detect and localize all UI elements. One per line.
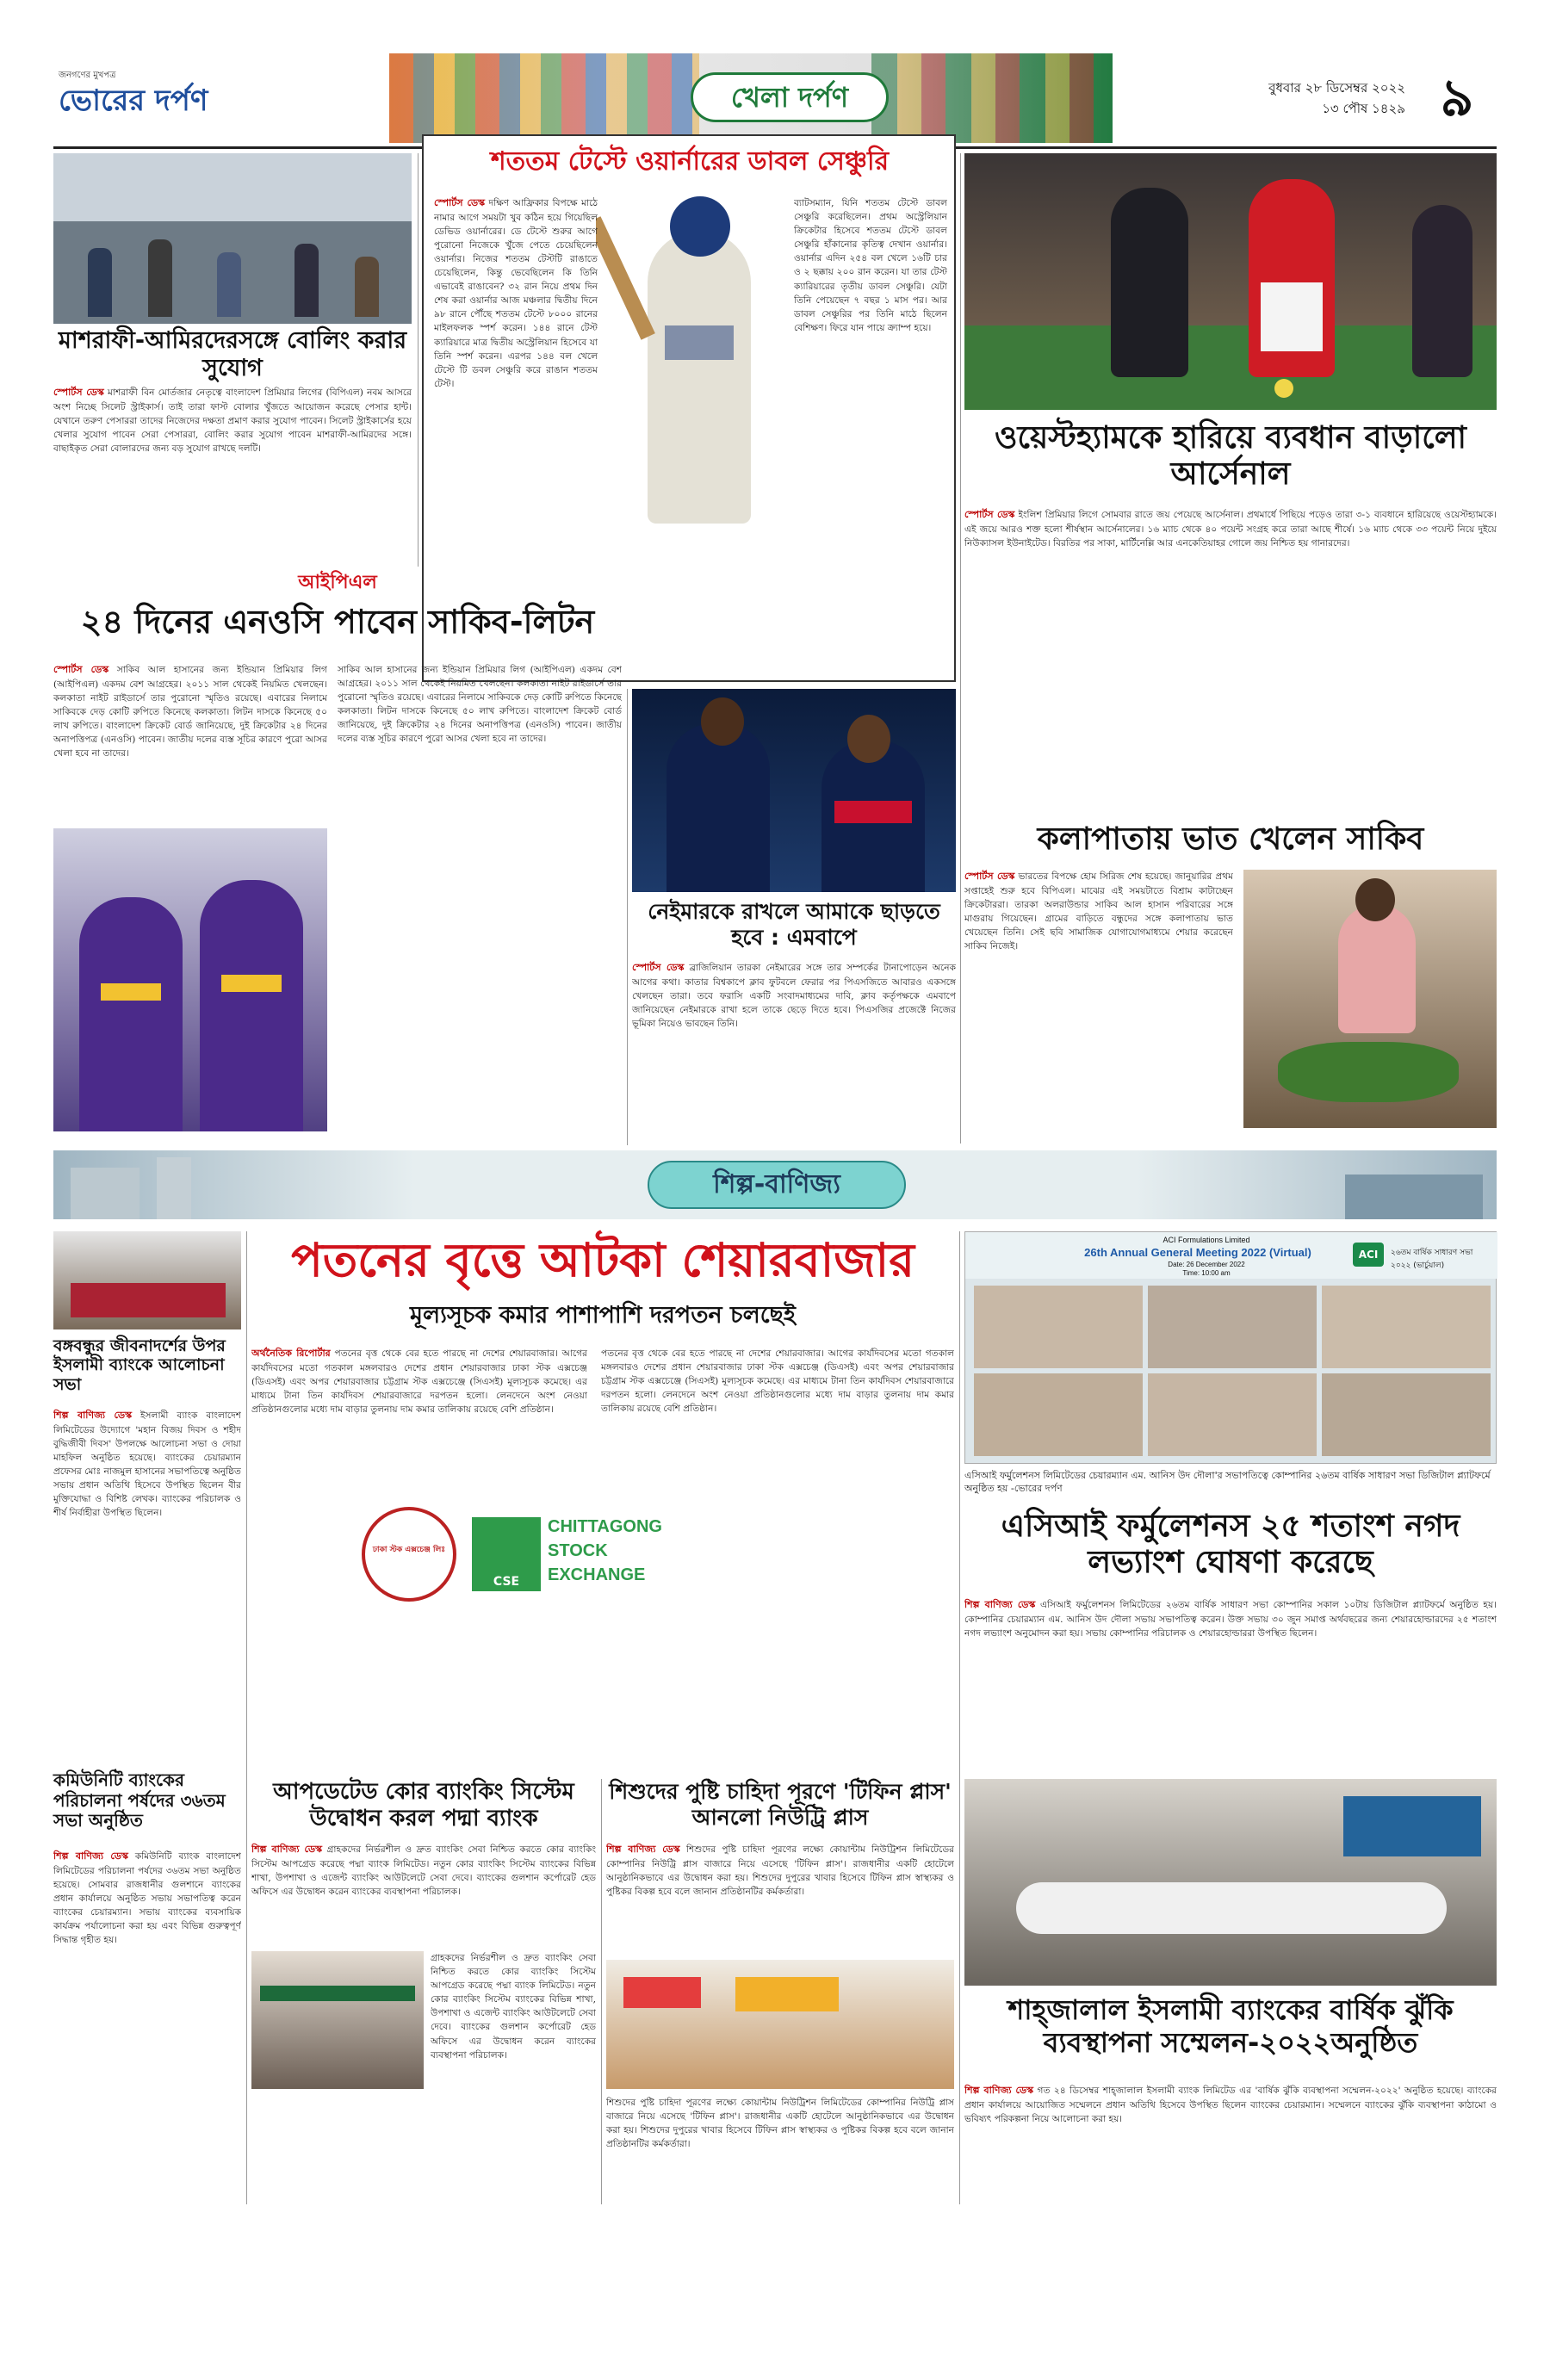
- col-rule-3: [627, 689, 628, 1145]
- shakib-noc-kicker: আইপিএল: [298, 572, 377, 593]
- mbappe-body: স্পোর্টস ডেস্ক ব্রাজিলিয়ান তারকা নেইমারের সঙ্গে তার সম্পর্কের টানাপোড়েন অনেক আগের কথা। কাতার বিশ্বকাপে ক্লাব ফুটবলে ফেরার পর পিএসজিতে আবারও একসঙ্গে খেলছেন তারা। তবে ফরাসি একটি সংবাদমাধ্যমের দাবি, ক্লাব কর্তৃপক্ষকে এমবাপে জানিয়েছেন নেইমারকে রাখা হলে তাকে ছেড়ে দিতে হবে। পিএসজির প্রজেক্টে নিজের ভূমিকা নিয়েও ভাবছেন তিনি।: [632, 962, 956, 1029]
- shakib-banana-headline: কলাপাতায় ভাত খেলেন সাকিব: [1037, 821, 1424, 857]
- aci-desk: শিল্প বাণিজ্য ডেস্ক: [964, 1599, 1036, 1610]
- shakib-liton-photo: [53, 828, 327, 1131]
- date-line-2: ১৩ পৌষ ১৪২৯: [1322, 101, 1405, 116]
- nutrition-desk: শিল্প বাণিজ্য ডেস্ক: [606, 1844, 680, 1855]
- padma-desk: শিল্প বাণিজ্য ডেস্ক: [251, 1844, 323, 1855]
- padma-body-1: শিল্প বাণিজ্য ডেস্ক গ্রাহকদের নির্ভরশীল ও দ্রুত ব্যাংকিং সেবা নিশ্চিত করতে কোর ব্যাংকিং সিস্টেম আপগ্রেড করেছে পদ্মা ব্যাংক লিমিটেড। নতুন কোর ব্যাংকিং সিস্টেম ব্যাংকের বিভিন্ন শাখা, উপশাখা ও এজেন্ট ব্যাংকিং আউটলেটে সেবা দেবে। ব্যাংকের গুলশান কর্পোরেট হেড অফিসে এর উদ্বোধন করেন ব্যাংকের ব্যবস্থাপনা পরিচালক।: [251, 1844, 596, 1897]
- col-rule-5: [959, 1231, 960, 2204]
- warner-photo: [596, 196, 794, 549]
- community-headline: কমিউনিটি ব্যাংকের পরিচালনা পর্ষদের ৩৬তম সভা অনুষ্ঠিত: [53, 1770, 226, 1831]
- aci-banner-bn: ২৬তম বার্ষিক সাধারণ সভা ২০২২ (ভার্চুয়াল): [1391, 1249, 1473, 1270]
- community-body: শিল্প বাণিজ্য ডেস্ক কমিউনিটি ব্যাংক বাংলাদেশ লিমিটেডের পরিচালনা পর্ষদের ৩৬তম সভা অনুষ্ঠিত হয়েছে। সোমবার রাজধানীর গুলশানে ব্যাংকের প্রধান কার্যালয়ে অনুষ্ঠিত সভায় সভাপতিত্ব করেন ব্যাংকের চেয়ারম্যান। সভায় ব্যাংকের ব্যবসায়িক কার্যক্রম পর্যালোচনা করা হয় এবং বিভিন্ন গুরুত্বপূর্ণ সিদ্ধান্ত গৃহীত হয়।: [53, 1850, 241, 1946]
- share-market-body-1: অর্থনৈতিক রিপোর্টার পতনের বৃত্ত থেকে বের হতে পারছে না দেশের শেয়ারবাজার। আগের কার্যদিবসের মতো গতকাল মঙ্গলবারও দেশের প্রধান শেয়ারবাজার ঢাকা স্টক এক্সচেঞ্জ (ডিএসই) এবং অপর শেয়ারবাজার চট্টগ্রাম স্টক এক্সচেঞ্জে (সিএসই) মূল্যসূচক কমেছে। এর মাধ্যমে টানা তিন কার্যদিবস শেয়ারবাজারে দরপতন হলো। লেনদেনে অংশ নেওয়া প্রতিষ্ঠানগুলোর মধ্যে দাম বাড়ার তুলনায় দাম কমার তালিকায় রয়েছে বেশি প্রতিষ্ঠান।: [251, 1348, 587, 1415]
- shahjalal-desk: শিল্প বাণিজ্য ডেস্ক: [964, 2085, 1034, 2096]
- paper-tagline: জনগণের মুখপত্র: [59, 71, 116, 80]
- shahjalal-body: শিল্প বাণিজ্য ডেস্ক গত ২৪ ডিসেম্বর শাহ্জালাল ইসলামী ব্যাংক লিমিটেড এর 'বার্ষিক ঝুঁকি ব্যবস্থাপনা সম্মেলন-২০২২' অনুষ্ঠিত হয়েছে। ব্যাংকের প্রধান কার্যালয়ে আয়োজিত সম্মেলনে প্রধান অতিথি হিসেবে উপস্থিত ছিলেন ব্যাংকের চেয়ারম্যান। সম্মেলনে ব্যাংকের ঝুঁকি ব্যবস্থাপনা কাঠামো ও ভবিষ্যৎ পরিকল্পনা নিয়ে আলোচনা করা হয়।: [964, 2085, 1497, 2124]
- shakib-noc-desk: স্পোর্টস ডেস্ক: [53, 664, 109, 675]
- paper-name: ভোরের দর্পণ: [59, 84, 208, 118]
- nutrition-body-2: শিশুদের পুষ্টি চাহিদা পূরণের লক্ষ্যে কোয়ান্টাম নিউট্রিশন লিমিটেডের কোম্পানির নিউট্রি প্লাস বাজারে নিয়ে এসেছে 'টিফিন প্লাস'। রাজধানীর একটি হোটেলে আনুষ্ঠানিকভাবে এর উদ্বোধন করা হয়। শিশুদের দুপুরের খাবার হিসেবে টিফিন প্লাস স্বাস্থ্যকর ও পুষ্টিকর বিকল্প হবে বলে জানান প্রতিষ্ঠানটির কর্মকর্তারা।: [606, 2098, 954, 2150]
- share-market-subheadline: মূল্যসূচক কমার পাশাপাশি দরপতন চলছেই: [410, 1302, 796, 1329]
- mbappe-desk: স্পোর্টস ডেস্ক: [632, 962, 685, 973]
- padma-body-2: গ্রাহকদের নির্ভরশীল ও দ্রুত ব্যাংকিং সেবা নিশ্চিত করতে কোর ব্যাংকিং সিস্টেম আপগ্রেড করেছে পদ্মা ব্যাংক লিমিটেড। নতুন কোর ব্যাংকিং সিস্টেম ব্যাংকের বিভিন্ন শাখা, উপশাখা ও এজেন্ট ব্যাংকিং আউটলেটে সেবা দেবে। ব্যাংকের গুলশান কর্পোরেট হেড অফিসে এর উদ্বোধন করেন ব্যাংকের ব্যবস্থাপনা পরিচালক।: [431, 1953, 596, 2061]
- padma-headline: আপডেটেড কোর ব্যাংকিং সিস্টেম উদ্বোধন করল পদ্মা ব্যাংক: [273, 1779, 574, 1831]
- shakib-banana-body: স্পোর্টস ডেস্ক ভারতের বিপক্ষে হোম সিরিজ শেষ হয়েছে। জানুয়ারির প্রথম সপ্তাহেই শুরু হবে বিপিএল। মাঝের এই সময়টাতে বিশ্রাম কাটাচ্ছেন ক্রিকেটাররা। তারকা অলরাউন্ডার সাকিব আল হাসান পরিবারের সঙ্গে মাগুরায় গিয়েছেন। গ্রামের বাড়িতে বন্ধুদের সঙ্গে কলাপাতায় ভাত খেয়েছেন তিনি। সেই ছবি সামাজিক যোগাযোগমাধ্যমে শেয়ার করেছেন সাকিব নিজেই।: [964, 871, 1233, 952]
- shahjalal-photo: [964, 1779, 1497, 1986]
- share-market-body-2: পতনের বৃত্ত থেকে বের হতে পারছে না দেশের শেয়ারবাজার। আগের কার্যদিবসের মতো গতকাল মঙ্গলবারও দেশের প্রধান শেয়ারবাজার ঢাকা স্টক এক্সচেঞ্জ (ডিএসই) এবং অপর শেয়ারবাজার চট্টগ্রাম স্টক এক্সচেঞ্জে (সিএসই) মূল্যসূচক কমেছে। এর মাধ্যমে টানা তিন কার্যদিবস শেয়ারবাজারে দরপতন হলো। লেনদেনে অংশ নেওয়া প্রতিষ্ঠানগুলোর মধ্যে দাম বাড়ার তুলনায় দাম কমার তালিকায় রয়েছে বেশি প্রতিষ্ঠান।: [601, 1348, 954, 1415]
- nutrition-headline: শিশুদের পুষ্টি চাহিদা পূরণে 'টিফিন প্লাস' আনলো নিউট্রি প্লাস: [609, 1779, 952, 1830]
- arsenal-headline: ওয়েস্টহ্যামকে হারিয়ে ব্যবধান বাড়ালো আর্সেনাল: [995, 420, 1466, 493]
- date-block: [1207, 77, 1405, 129]
- bangabandhu-body: শিল্প বাণিজ্য ডেস্ক ইসলামী ব্যাংক বাংলাদেশ লিমিটেডের উদ্যোগে 'মহান বিজয় দিবস ও শহীদ বুদ্ধিজীবী দিবস' উপলক্ষে আলোচনা সভা ও দোয়া মাহফিল অনুষ্ঠিত হয়েছে। ব্যাংকের চেয়ারম্যান প্রফেসর মোঃ নাজমুল হাসানের সভাপতিত্বে অনুষ্ঠিত সভায় প্রধান অতিথি হিসেবে উপস্থিত ছিলেন বীর মুক্তিযোদ্ধা ও বিশিষ্ট লেখক। ব্যাংকের পরিচালক ও শীর্ষ নির্বাহীরা উপস্থিত ছিলেন।: [53, 1410, 241, 1519]
- aci-caption: এসিআই ফর্মুলেশনস লিমিটেডের চেয়ারম্যান এম. আনিস উদ দৌলা'র সভাপতিত্বে কোম্পানির ২৬তম বার্ষিক সাধারণ সভা ডিজিটাল প্ল্যাটফর্মে অনুষ্ঠিত হয় -ভোরের দর্পণ: [964, 1470, 1491, 1495]
- section-banner: [389, 53, 1113, 143]
- mashrafe-headline: মাশরাফী-আমিরদেরসঙ্গে বোলিং করার সুযোগ: [58, 327, 407, 381]
- banner-players-left: [389, 53, 699, 143]
- warner-body-right: ব্যাটসম্যান, যিনি শততম টেস্টে ডাবল সেঞ্চুরি করেছিলেন। প্রথম অস্ট্রেলিয়ান ক্রিকেটার হিসেবে শততম টেস্টে ডাবল সেঞ্চুরি হাঁকানোর কৃতিত্ব দেখান ওয়ার্নার। ওয়ার্নার এদিন ২৫৪ বল খেলে ১৬টি চার ও ২ ছক্কায় ২০০ রান করেন। যা তার টেস্ট ক্যারিয়ারের তৃতীয় ডাবল সেঞ্চুরি। যেটা তিনি পেয়েছেন ৭ বছর ১ মাস পর। আর ডাবল সেঞ্চুরির পর তিনি মাঠে ছিলেন বেশিক্ষণ। ফিরে যান পায়ে ক্র্যাম্প হয়ে।: [794, 198, 947, 333]
- col-rule-6: [601, 1779, 602, 2204]
- mbappe-photo: [632, 689, 956, 892]
- band-title: শিল্প-বাণিজ্য: [648, 1161, 906, 1209]
- community-desk: শিল্প বাণিজ্য ডেস্ক: [53, 1850, 128, 1862]
- aci-banner-company: ACI Formulations Limited: [1162, 1236, 1250, 1244]
- aci-headline: এসিআই ফর্মুলেশনস ২৫ শতাংশ নগদ লভ্যাংশ ঘোষণা করেছে: [1001, 1509, 1460, 1581]
- mashrafe-body: স্পোর্টস ডেস্ক মাশরাফী বিন মোর্তজার নেতৃত্বে বাংলাদেশ প্রিমিয়ার লিগের (বিপিএল) নবম আসরে অংশ নিচ্ছে সিলেট স্ট্রাইকার্স। তাই তারা ফাস্ট বোলার খুঁজতে আয়োজন করেছে পেসার হান্ট। যেখানে তরুণ পেসাররা তাদের নিজেদের দক্ষতা প্রমাণ করার সুযোগ পাবেন। সিলেট স্ট্রাইকার্সের হয়ে খেলার সুযোগ পাবেন সেরা পেসাররা, বোলিং করার সুযোগ পাবেন মাশরাফী-আমিরদের সঙ্গে। বাছাইকৃত সেরা বোলারদের জন্য বড় সুযোগ রাখছে দলটি।: [53, 387, 412, 454]
- cse-line-2: STOCK: [548, 1541, 608, 1560]
- mashrafe-photo: [53, 153, 412, 324]
- cse-logo: [472, 1512, 661, 1598]
- nutrition-body-1: শিল্প বাণিজ্য ডেস্ক শিশুদের পুষ্টি চাহিদা পূরণের লক্ষ্যে কোয়ান্টাম নিউট্রিশন লিমিটেডের কোম্পানির নিউট্রি প্লাস বাজারে নিয়ে এসেছে 'টিফিন প্লাস'। রাজধানীর একটি হোটেলে আনুষ্ঠানিকভাবে এর উদ্বোধন করা হয়। শিশুদের দুপুরের খাবার হিসেবে টিফিন প্লাস স্বাস্থ্যকর ও পুষ্টিকর বিকল্প হবে বলে জানান প্রতিষ্ঠানটির কর্মকর্তারা।: [606, 1844, 954, 1897]
- shahjalal-headline: শাহ্জালাল ইসলামী ব্যাংকের বার্ষিক ঝুঁকি ব্যবস্থাপনা সম্মেলন-২০২২অনুষ্ঠিত: [1008, 1993, 1454, 2059]
- mashrafe-desk: স্পোর্টস ডেস্ক: [53, 387, 104, 398]
- arsenal-desk: স্পোর্টস ডেস্ক: [964, 509, 1015, 520]
- nutrition-photo: [606, 1960, 954, 2089]
- bangabandhu-photo: [53, 1231, 241, 1329]
- banner-players-right: [871, 53, 1113, 143]
- warner-desk: স্পোর্টস ডেস্ক: [434, 197, 486, 208]
- date-line-1: বুধবার ২৮ ডিসেম্বর ২০২২: [1268, 80, 1405, 96]
- shakib-noc-headline: ২৪ দিনের এনওসি পাবেন সাকিব-লিটন: [80, 603, 595, 641]
- dse-logo: [362, 1507, 456, 1602]
- aci-agm-photo: [964, 1231, 1497, 1464]
- bangabandhu-headline: বঙ্গবন্ধুর জীবনাদর্শের উপর ইসলামী ব্যাংকে আলোচনা সভা: [53, 1336, 226, 1394]
- aci-banner-title: 26th Annual General Meeting 2022 (Virtual): [1084, 1246, 1311, 1259]
- shakib-noc-body-top: স্পোর্টস ডেস্ক সাকিব আল হাসানের জন্য ইন্ডিয়ান প্রিমিয়ার লিগ (আইপিএল) একদম বেশ আগ্রহের। ২০১১ সাল থেকেই নিয়মিত খেলছেন। কলকাতা নাইট রাইডার্সে তার পুরোনো স্মৃতিও রয়েছে। এবারের নিলামে সাকিবকে দেড় কোটি রুপিতে কিনেছে কলকাতা। লিটন দাসকে কিনেছে ৫০ লাখ রুপিতে। বাংলাদেশ ক্রিকেট বোর্ড জানিয়েছে, দুই ক্রিকেটার ২৪ দিনের অনাপত্তিপত্র (এনওসি) পাবেন। জাতীয় দলের ব্যস্ত সূচির কারণে পুরো আসর খেলা হবে না তাদের।: [53, 664, 327, 759]
- cse-badge: CSE: [472, 1517, 541, 1591]
- cse-line-3: EXCHANGE: [548, 1565, 646, 1584]
- col-rule-2: [960, 153, 961, 1144]
- business-band: [53, 1150, 1497, 1219]
- masthead: [53, 53, 1497, 143]
- aci-body: শিল্প বাণিজ্য ডেস্ক এসিআই ফর্মুলেশনস লিমিটেডের ২৬তম বার্ষিক সাধারণ সভা কোম্পানির সকাল ১০টায় ডিজিটাল প্ল্যাটফর্মে অনুষ্ঠিত হয়। কোম্পানির চেয়ারম্যান এম. আনিস উদ দৌলা সভায় সভাপতিত্ব করেন। উক্ত সভায় ৩০ জুন সমাপ্ত অর্থবছরের জন্য শেয়ারহোল্ডারদের ২৫ শতাংশ নগদ লভ্যাংশ অনুমোদন করা হয়। সভায় কোম্পানির পরিচালক ও শেয়ারহোল্ডাররা উপস্থিত ছিলেন।: [964, 1599, 1497, 1639]
- dse-logo-text: ঢাকা স্টক এক্সচেঞ্জ লিঃ: [372, 1546, 446, 1554]
- shakib-banana-photo: [1243, 870, 1497, 1128]
- aci-banner-date: Date: 26 December 2022: [1168, 1261, 1245, 1268]
- arsenal-body: স্পোর্টস ডেস্ক ইংলিশ প্রিমিয়ার লিগে সোমবার রাতে জয় পেয়েছে আর্সেনাল। প্রথমার্ধে পিছিয়ে পড়েও তারা ৩-১ ব্যবধানে হারিয়েছে ওয়েস্টহ্যামকে। এই জয়ে আরও শক্ত হলো শীর্ষস্থান আর্সেনালের। ১৬ ম্যাচ থেকে ৪০ পয়েন্ট সংগ্রহ করে তারা আছে শীর্ষে। ১৬ ম্যাচ থেকে ৩৩ পয়েন্ট নিয়ে দুইয়ে নিউক্যাসল ইউনাইটেড। বিরতির পর সাকা, মার্টিনেল্লি আর এনকেতিয়াহর গোলে জয় নিশ্চিত হয় গানারদের।: [964, 509, 1497, 549]
- col-rule-4: [246, 1231, 247, 2204]
- aci-banner: [965, 1232, 1497, 1279]
- aci-banner-time: Time: 10:00 am: [1182, 1269, 1231, 1277]
- shakib-banana-desk: স্পোর্টস ডেস্ক: [964, 871, 1015, 882]
- shakib-noc-body-right: সাকিব আল হাসানের জন্য ইন্ডিয়ান প্রিমিয়ার লিগ (আইপিএল) একদম বেশ আগ্রহের। ২০১১ সাল থেকেই নিয়মিত খেলছেন। কলকাতা নাইট রাইডার্সে তার পুরোনো স্মৃতিও রয়েছে। এবারের নিলামে সাকিবকে দেড় কোটি রুপিতে কিনেছে কলকাতা। লিটন দাসকে কিনেছে ৫০ লাখ রুপিতে। বাংলাদেশ ক্রিকেট বোর্ড জানিয়েছে, দুই ক্রিকেটার ২৪ দিনের অনাপত্তিপত্র (এনওসি) পাবেন। জাতীয় দলের ব্যস্ত সূচির কারণে পুরো আসর খেলা হবে না তাদের।: [338, 665, 622, 745]
- share-market-headline: পতনের বৃত্তে আটকা শেয়ারবাজার: [291, 1233, 914, 1287]
- page-number: ৯: [1440, 68, 1474, 128]
- bangabandhu-desk: শিল্প বাণিজ্য ডেস্ক: [53, 1410, 133, 1421]
- aci-logo: ACI: [1353, 1243, 1384, 1267]
- warner-body-left: স্পোর্টস ডেস্ক দক্ষিণ আফ্রিকার বিপক্ষে মাঠে নামার আগে সময়টা খুব কঠিন হয়ে গিয়েছিল ডেভিড ওয়ার্নারের। ডে টেস্টে শুরুর আগে পুরোনো নিজেকে খুঁজে পেতে চেয়েছিলেন ওয়ার্নার। নিজের শততম টেস্টটি রাঙাতে চেয়েছিলেন, কিন্তু ভেবেছিলেন কি তিনি এভাবেই রাঙাবেন? ৩২ রান নিয়ে প্রথম দিন শেষ করা ওয়ার্নার আজ মঞ্চলার দ্বিতীয় দিনে ৯৮ রানে পৌঁছে শততম টেস্টে ৮০০০ রানের মাইলফলক স্পর্শ করেন। ১৪৪ রানে টেস্ট ক্যারিয়ারে মাত্র দ্বিতীয় অস্ট্রেলিয়ান হিসেবে যা তিনি স্পর্শ করেন। এরপর ১৪৪ বল খেলে টেস্টে টি ডবল সেঞ্চুরি করে রাঙান শততম টেস্ট।: [434, 197, 598, 389]
- warner-box: [422, 134, 956, 682]
- section-title: খেলা দর্পণ: [691, 72, 889, 122]
- cse-line-1: CHITTAGONG: [548, 1517, 662, 1536]
- paper-logo: [59, 69, 231, 129]
- mbappe-headline: নেইমারকে রাখলে আমাকে ছাড়তে হবে : এমবাপে: [648, 899, 940, 950]
- padma-photo: [251, 1951, 424, 2089]
- warner-headline: শততম টেস্টে ওয়ার্নারের ডাবল সেঞ্চুরি: [490, 146, 890, 177]
- share-market-desk: অর্থনৈতিক রিপোর্টার: [251, 1348, 331, 1359]
- arsenal-photo: [964, 153, 1497, 410]
